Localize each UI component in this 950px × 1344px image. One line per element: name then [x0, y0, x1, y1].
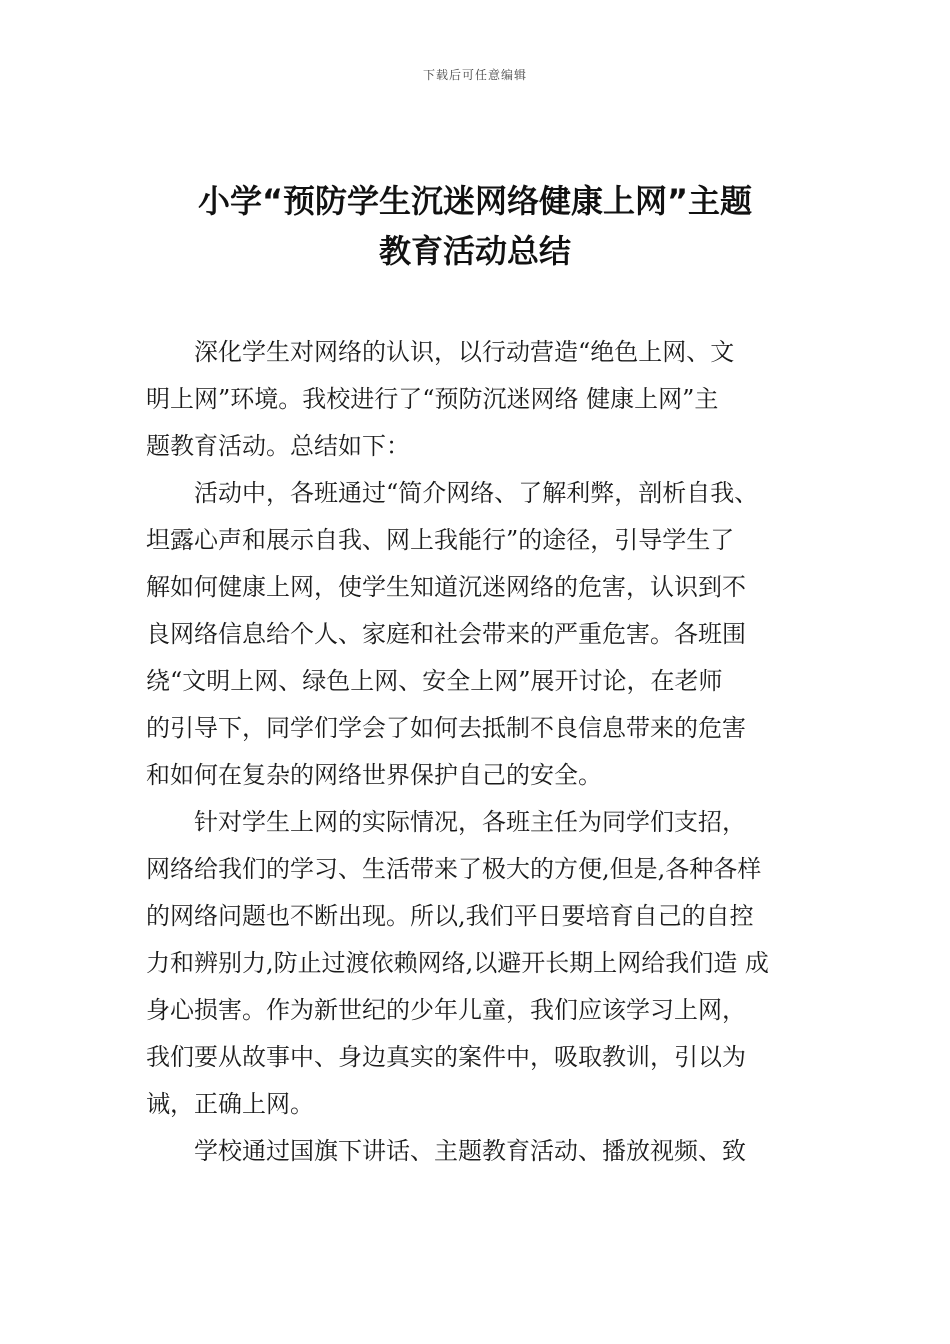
text-line: 深化学生对网络的认识，以行动营造“绝色上网、文	[194, 338, 735, 366]
text-line: 诫，正确上网。	[146, 1090, 314, 1118]
text-line: 和如何在复杂的网络世界保护自己的安全。	[146, 761, 602, 789]
title-line: 小学“预防学生沉迷网络健康上网”主题	[197, 182, 753, 220]
text-line: 力和辨别力,防止过渡依赖网络,以避开长期上网给我们造 成	[146, 949, 769, 977]
paragraph	[146, 329, 826, 470]
text-line: 明上网”环境。我校进行了“预防沉迷网络 健康上网”主	[146, 385, 719, 413]
text-line: 我们要从故事中、身边真实的案件中，吸取教训，引以为	[146, 1043, 746, 1071]
text-line: 针对学生上网的实际情况，各班主任为同学们支招，	[194, 808, 746, 836]
text-line: 的网络问题也不断出现。所以,我们平日要培育自己的自控	[146, 902, 754, 930]
header-note: 下载后可任意编辑	[422, 68, 527, 82]
document-title	[120, 176, 830, 276]
title-line: 教育活动总结	[378, 232, 571, 270]
text-line: 网络给我们的学习、生活带来了极大的方便,但是,各种各样	[146, 855, 762, 883]
text-line: 绕“文明上网、绿色上网、安全上网”展开讨论，在老师	[146, 667, 723, 695]
text-line: 学校通过国旗下讲话、主题教育活动、播放视频、致	[194, 1137, 746, 1165]
text-line: 坦露心声和展示自我、网上我能行”的途径，引导学生了	[146, 526, 735, 554]
paragraph	[146, 1128, 826, 1175]
document-body	[146, 329, 826, 1175]
text-line: 解如何健康上网，使学生知道沉迷网络的危害，认识到不	[146, 573, 746, 601]
text-line: 身心损害。作为新世纪的少年儿童，我们应该学习上网，	[146, 996, 746, 1024]
text-line: 题教育活动。总结如下：	[146, 432, 410, 460]
paragraph	[146, 470, 826, 799]
text-line: 良网络信息给个人、家庭和社会带来的严重危害。各班围	[146, 620, 746, 648]
text-line: 活动中，各班通过“简介网络、了解利弊，剖析自我、	[194, 479, 759, 507]
text-line: 的引导下，同学们学会了如何去抵制不良信息带来的危害	[146, 714, 746, 742]
paragraph	[146, 799, 826, 1128]
